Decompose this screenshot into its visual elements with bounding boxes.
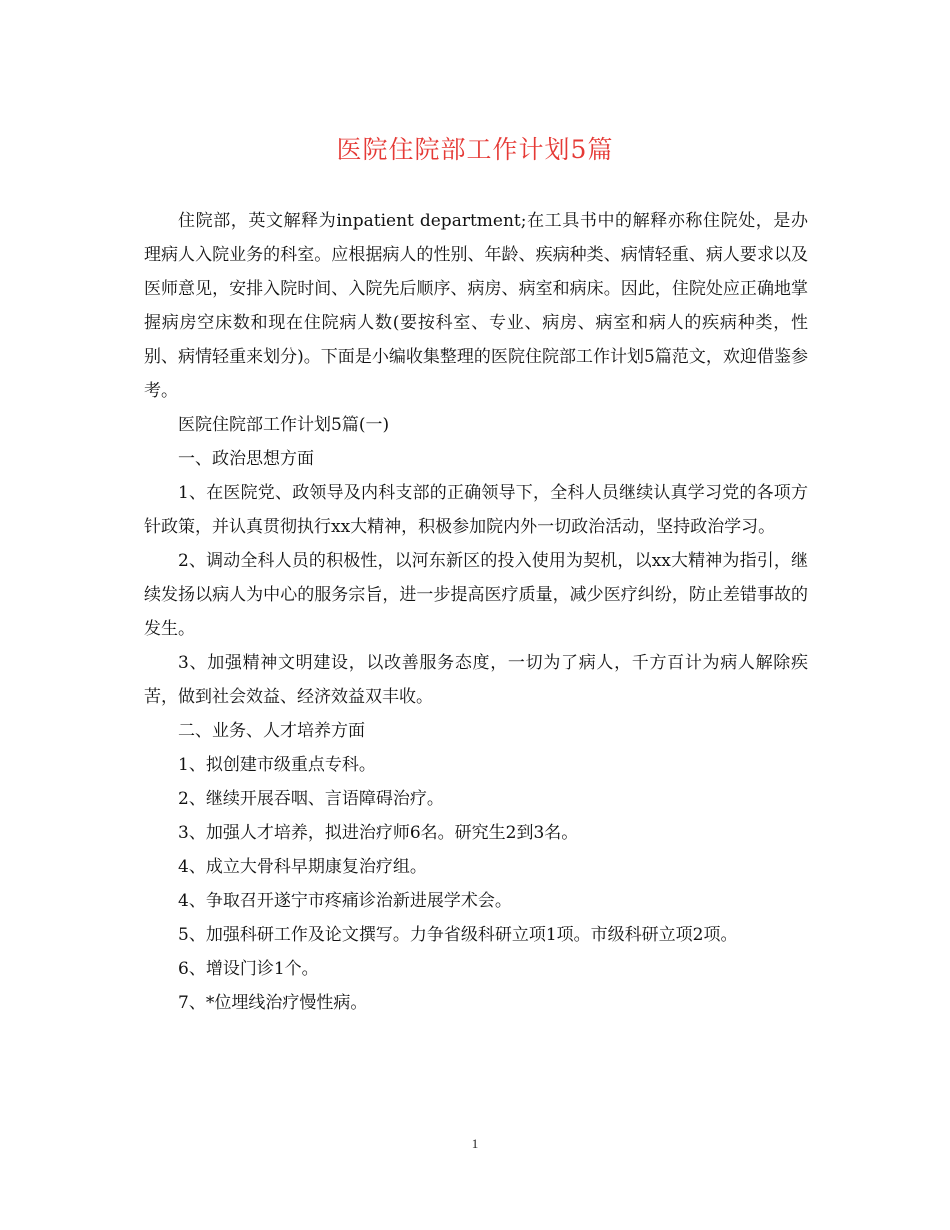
intro-paragraph: 住院部，英文解释为inpatient department;在工具书中的解释亦称住院处，是办理病人入院业务的科室。应根据病人的性别、年龄、疾病种类、病情轻重、病人要求以及医师意见，安排入院时间、入院先后顺序、病房、病室和病床。因此，住院处应正确地掌握病房空床数和现在住院病人数(要按科室、专业、病房、病室和病人的疾病种类，性别、病情轻重来划分)。下面是小编收集整理的医院住院部工作计划5篇范文，欢迎借鉴参考。 bbox=[144, 211, 808, 401]
section-heading-plan-1: 医院住院部工作计划5篇(一) bbox=[178, 415, 390, 435]
list-item: 2、调动全科人员的积极性，以河东新区的投入使用为契机，以xx大精神为指引，继续发扬以病人为中心的服务宗旨，进一步提高医疗质量，减少医疗纠纷，防止差错事故的发生。 bbox=[144, 551, 808, 639]
list-item: 1、拟创建市级重点专科。 bbox=[178, 755, 376, 775]
section-heading-business: 二、业务、人才培养方面 bbox=[178, 721, 365, 741]
document-title: 医院住院部工作计划5篇 bbox=[336, 135, 614, 164]
page-number: 1 bbox=[471, 1136, 479, 1151]
list-item: 4、争取召开遂宁市疼痛诊治新进展学术会。 bbox=[178, 891, 512, 911]
list-item: 5、加强科研工作及论文撰写。力争省级科研立项1项。市级科研立项2项。 bbox=[178, 925, 738, 945]
list-item: 4、成立大骨科早期康复治疗组。 bbox=[178, 857, 427, 877]
list-item: 3、加强人才培养，拟进治疗师6名。研究生2到3名。 bbox=[178, 823, 579, 843]
document-body bbox=[144, 204, 808, 1020]
list-item: 6、增设门诊1个。 bbox=[178, 959, 319, 979]
list-item: 1、在医院党、政领导及内科支部的正确领导下，全科人员继续认真学习党的各项方针政策，并认真贯彻执行xx大精神，积极参加院内外一切政治活动，坚持政治学习。 bbox=[144, 483, 808, 537]
list-item: 7、*位埋线治疗慢性病。 bbox=[178, 993, 368, 1013]
section-heading-political: 一、政治思想方面 bbox=[178, 449, 314, 469]
list-item: 2、继续开展吞咽、言语障碍治疗。 bbox=[178, 789, 444, 809]
list-item: 3、加强精神文明建设，以改善服务态度，一切为了病人，千方百计为病人解除疾苦，做到社会效益、经济效益双丰收。 bbox=[144, 653, 808, 707]
